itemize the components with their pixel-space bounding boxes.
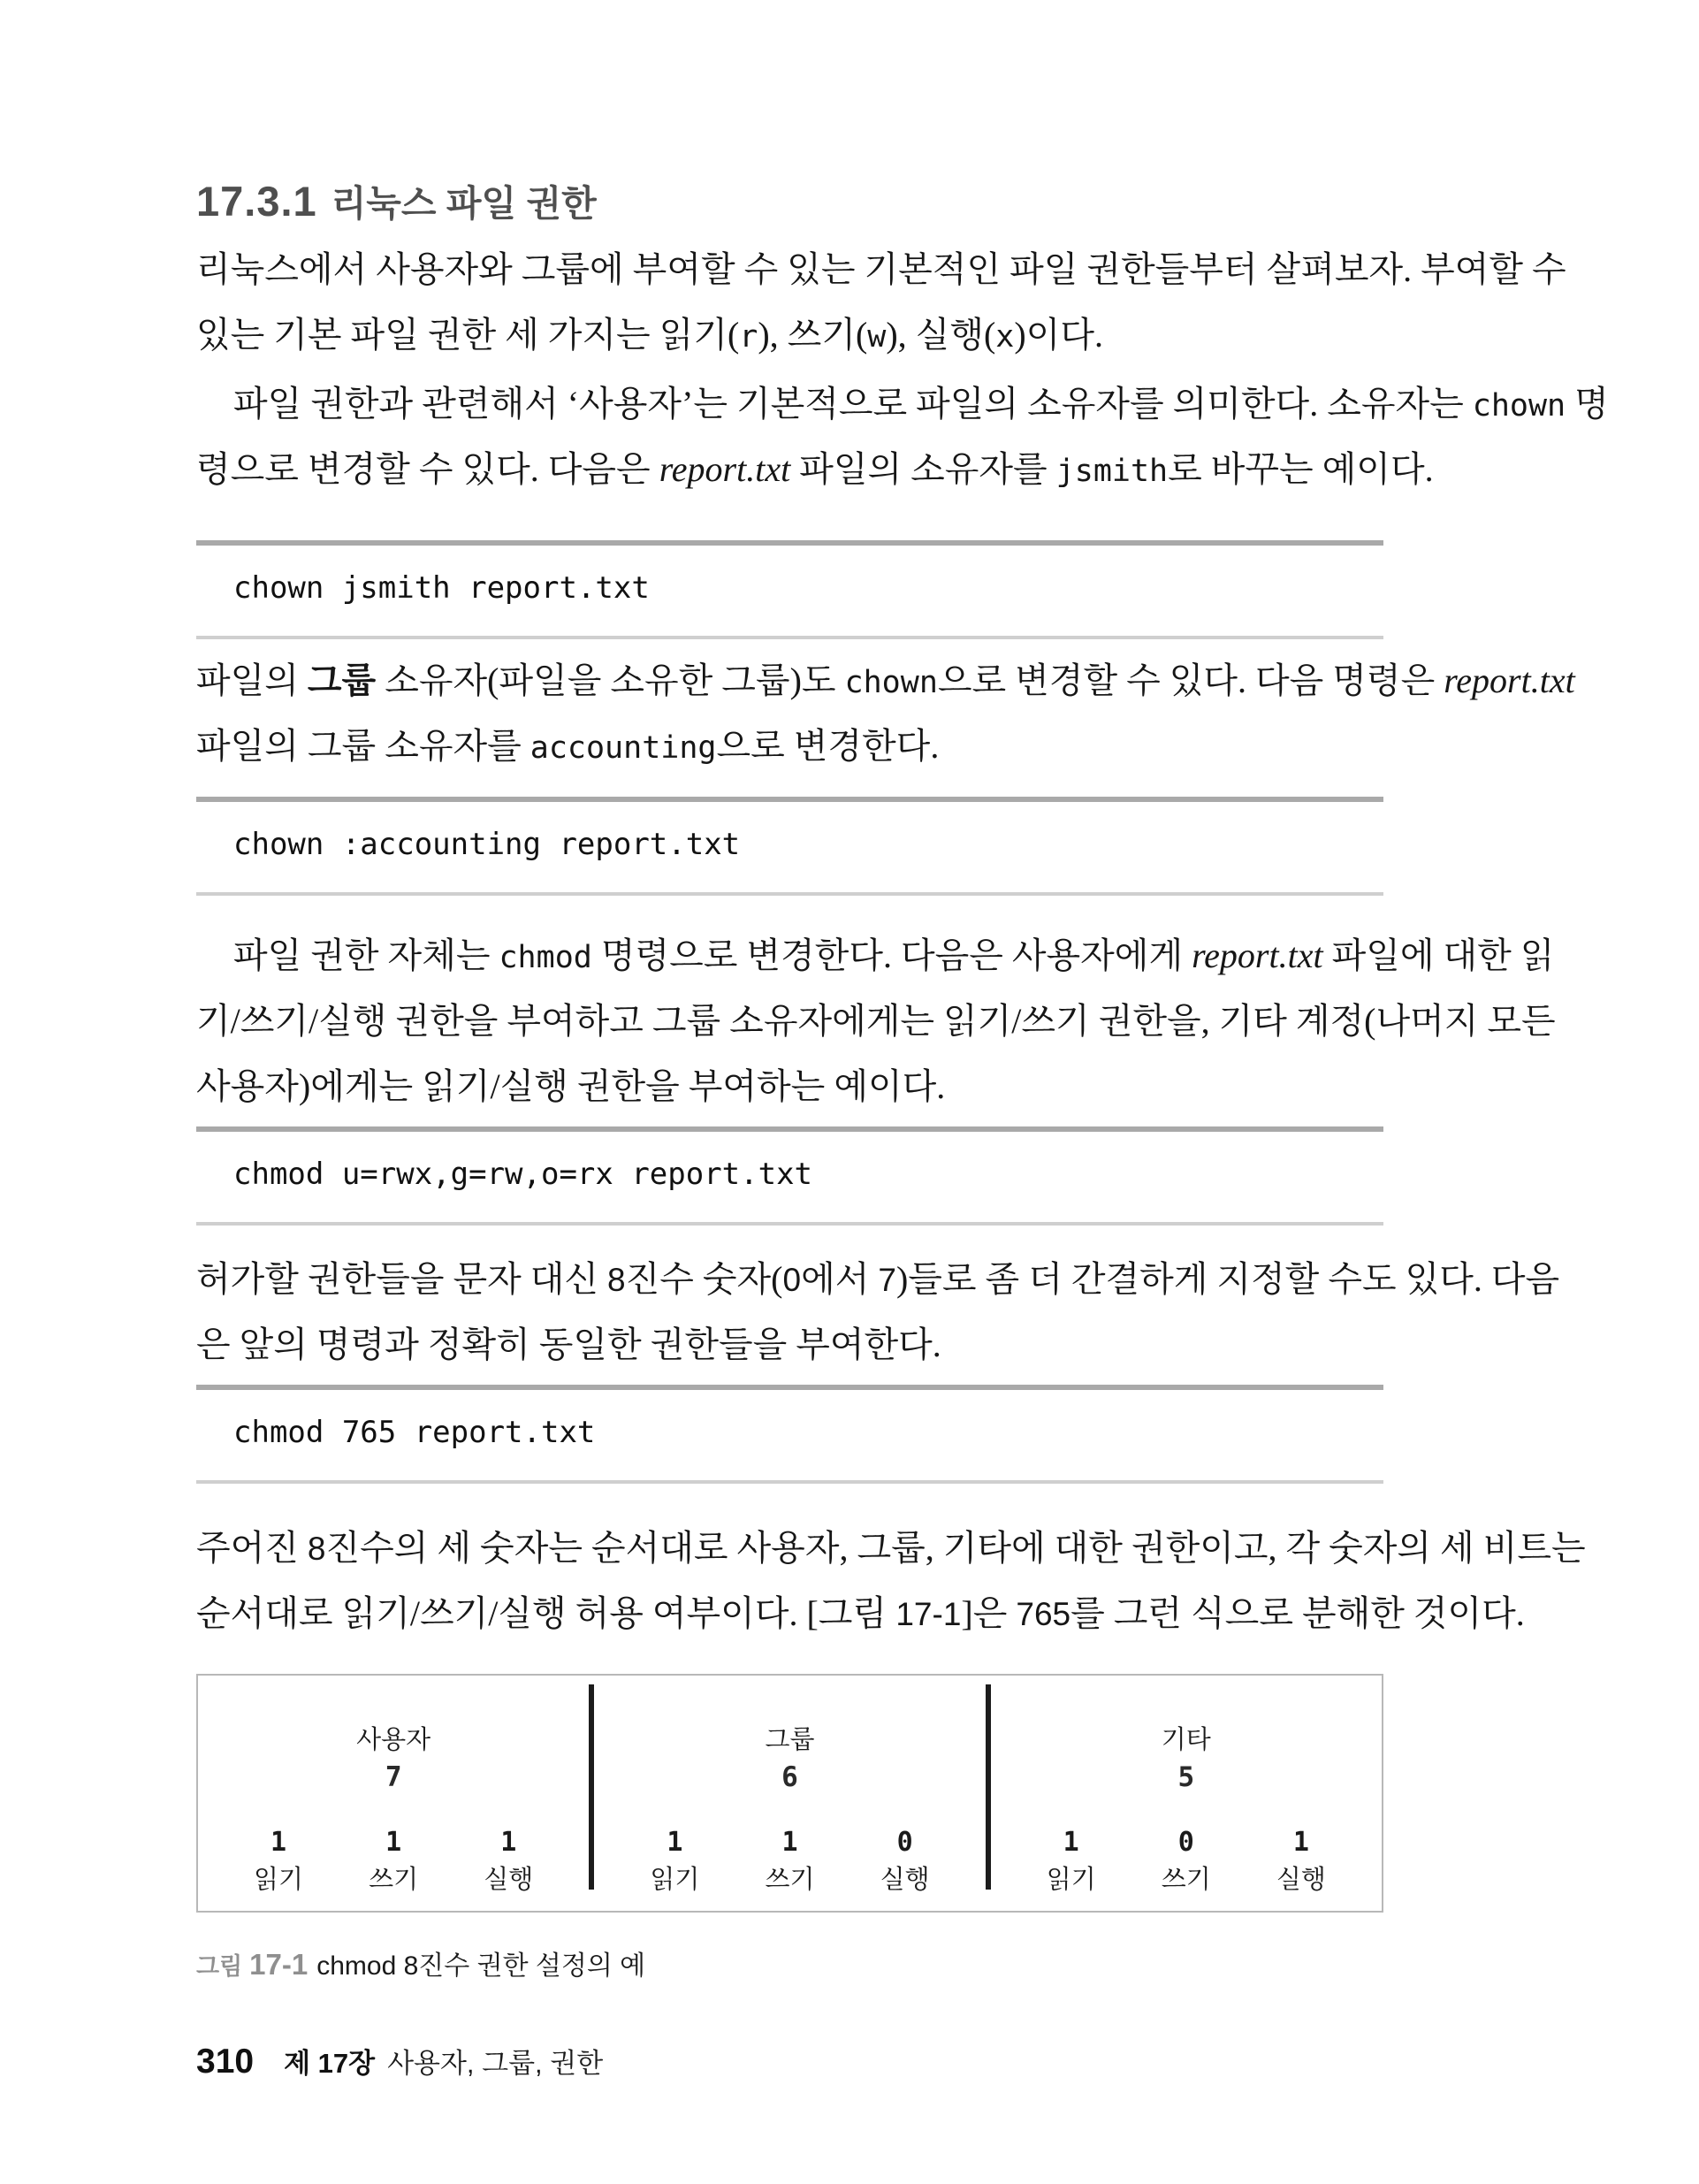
text-segment: ), 쓰기( (758, 315, 868, 355)
group-bits (594, 1829, 985, 1896)
text-segment: 파일 권한과 관련해서 ‘사용자’는 기본적으로 파일의 소유자를 의미한다. 소유자는 (233, 384, 1473, 424)
bit-label: 읽기 (650, 1866, 700, 1894)
bit-label: 읽기 (1046, 1866, 1096, 1894)
code-block-2 (196, 797, 1383, 896)
paragraph-line (196, 714, 1383, 779)
text-segment: 령으로 변경할 수 있다. 다음은 (196, 449, 659, 489)
text-segment: report.txt (1192, 935, 1323, 975)
group-bits (198, 1829, 589, 1896)
paragraph-4 (196, 923, 1556, 1119)
paragraph-6 (196, 1516, 1586, 1646)
code-text: chown :accounting report.txt (233, 827, 741, 862)
bit-cell (1276, 1829, 1326, 1896)
text-segment: chmod (499, 940, 592, 975)
text-segment: 소유자(파일을 소유한 그룹)도 (376, 661, 845, 700)
group-bits (991, 1829, 1382, 1896)
bit-value: 1 (1292, 1827, 1309, 1858)
bit-label: 읽기 (254, 1866, 304, 1894)
text-segment: chown (1472, 388, 1566, 424)
bit-value: 0 (896, 1827, 913, 1858)
group-name: 사용자 (356, 1726, 431, 1754)
group-name: 그룹 (765, 1726, 815, 1754)
text-segment: 으로 변경할 수 있다. 다음 명령은 (937, 661, 1444, 700)
bit-value: 1 (500, 1827, 517, 1858)
text-segment: 허가할 권한들을 문자 대신 (196, 1259, 608, 1299)
caption-number: 17-1 (249, 1948, 309, 1981)
text-segment: report.txt (1444, 661, 1575, 700)
text-segment: )들로 좀 더 간결하게 지정할 수도 있다. 다음 (895, 1259, 1560, 1299)
bit-cell (650, 1829, 699, 1896)
text-segment: w (867, 319, 887, 355)
bit-label: 쓰기 (1161, 1866, 1211, 1894)
group-digit: 7 (385, 1761, 402, 1793)
group-digit: 6 (781, 1761, 798, 1793)
paragraph-line (196, 437, 1434, 502)
text-segment: 파일의 그룹 소유자를 (196, 726, 530, 766)
bit-value: 1 (667, 1827, 683, 1858)
code-block-3 (196, 1126, 1383, 1226)
page-footer (196, 2041, 603, 2081)
caption-label: 그림 (196, 1953, 243, 1980)
figure-caption (196, 1943, 645, 1982)
paragraph-line (196, 1516, 1586, 1581)
paragraph-3 (196, 648, 1575, 779)
text-segment: ), 실행( (886, 315, 996, 355)
bit-cell (1047, 1829, 1096, 1896)
paragraph-line (196, 648, 1575, 714)
code-text: chmod u=rwx,g=rw,o=rx report.txt (233, 1157, 813, 1192)
code-block-1 (196, 540, 1383, 639)
bit-label: 실행 (1276, 1866, 1326, 1894)
section-heading (196, 175, 597, 239)
bit-cell (880, 1829, 930, 1896)
bit-label: 실행 (484, 1866, 534, 1894)
text-segment: 765 (1016, 1596, 1071, 1632)
bit-label: 쓰기 (765, 1866, 815, 1894)
group-name: 기타 (1161, 1726, 1211, 1754)
paragraph-line (196, 1581, 1525, 1646)
group-digit: 5 (1177, 1761, 1195, 1793)
text-segment: accounting (530, 730, 717, 766)
text-segment: 있는 기본 파일 권한 세 가지는 읽기( (196, 315, 740, 355)
text-segment: 명 (1566, 384, 1609, 424)
bit-value: 1 (1063, 1827, 1079, 1858)
text-segment: 진수의 세 숫자는 순서대로 사용자, 그룹, 기타에 대한 권한이고, 각 숫자의 세 비트는 (325, 1528, 1586, 1568)
figure-group-user (198, 1676, 589, 1911)
text-segment: 으로 변경한다. (716, 726, 940, 766)
text-segment: 17-1 (887, 1596, 962, 1632)
text-segment: chown (844, 665, 938, 700)
caption-text: chmod 8진수 권한 설정의 예 (316, 1951, 646, 1981)
text-segment: )이다. (1014, 315, 1103, 355)
paragraph-1 (196, 237, 1566, 368)
bit-value: 1 (781, 1827, 798, 1858)
text-segment: 파일 권한 자체는 (233, 935, 499, 975)
text-segment: 8 (607, 1262, 626, 1298)
bit-cell (254, 1829, 303, 1896)
bit-value: 0 (1177, 1827, 1194, 1858)
text-segment: 를 그런 식으로 분해한 것이다. (1070, 1593, 1525, 1633)
bit-label: 쓰기 (369, 1866, 419, 1894)
bit-cell (1162, 1829, 1211, 1896)
paragraph-line (196, 371, 1609, 437)
paragraph-line (196, 1312, 1383, 1378)
bit-label: 실행 (880, 1866, 930, 1894)
text-segment: 7 (878, 1262, 896, 1298)
paragraph-line (196, 923, 1555, 989)
text-segment: 0 (782, 1262, 802, 1298)
paragraph-line (196, 302, 1383, 368)
figure-group-other (991, 1676, 1382, 1911)
text-segment: 기/쓰기/실행 권한을 부여하고 그룹 소유자에게는 읽기/쓰기 권한을, 기타 계정(나머지 모든 (196, 1001, 1556, 1041)
chapter-label: 제 17장 (284, 2048, 376, 2079)
chapter-title: 사용자, 그룹, 권한 (387, 2048, 604, 2079)
text-segment: jsmith (1055, 454, 1169, 489)
text-segment: 파일의 (196, 661, 308, 700)
paragraph-2 (196, 371, 1609, 502)
code-block-4 (196, 1385, 1383, 1484)
section-number: 17.3.1 (196, 178, 317, 225)
code-text: chmod 765 report.txt (233, 1415, 596, 1450)
paragraph-line (196, 237, 1566, 302)
paragraph-line (196, 1054, 1383, 1119)
text-segment: 순서대로 읽기/쓰기/실행 허용 여부이다. [그림 (196, 1593, 888, 1633)
page-number: 310 (196, 2043, 255, 2081)
text-segment: 명령으로 변경한다. 다음은 사용자에게 (591, 935, 1192, 975)
code-text: chown jsmith report.txt (233, 570, 650, 606)
bit-value: 1 (270, 1827, 287, 1858)
text-segment: 에서 (801, 1259, 879, 1299)
bit-value: 1 (385, 1827, 402, 1858)
bit-cell (765, 1829, 814, 1896)
section-title: 리눅스 파일 권한 (331, 183, 597, 224)
text-segment: x (995, 319, 1015, 355)
text-segment: 사용자)에게는 읽기/실행 권한을 부여하는 예이다. (196, 1066, 946, 1106)
bit-cell (369, 1829, 418, 1896)
figure-group-group (594, 1676, 985, 1911)
figure-17-1 (196, 1674, 1383, 1913)
text-segment: 로 바꾸는 예이다. (1168, 449, 1434, 489)
text-segment: 파일에 대한 읽 (1322, 935, 1555, 975)
paragraph-5 (196, 1247, 1560, 1378)
text-segment: 진수 숫자( (625, 1259, 783, 1299)
text-segment: 주어진 (196, 1528, 308, 1568)
text-segment: 은 앞의 명령과 정확히 동일한 권한들을 부여한다. (196, 1325, 941, 1364)
text-segment: ]은 (961, 1593, 1017, 1633)
text-segment: report.txt (659, 449, 791, 489)
text-segment: 그룹 (307, 661, 377, 700)
bit-cell (484, 1829, 533, 1896)
text-segment: r (739, 319, 758, 355)
text-segment: 파일의 소유자를 (790, 449, 1056, 489)
text-segment: 리눅스에서 사용자와 그룹에 부여할 수 있는 기본적인 파일 권한들부터 살펴보자. 부여할 수 (196, 249, 1566, 289)
text-segment: 8 (307, 1531, 326, 1567)
paragraph-line (196, 1247, 1560, 1312)
paragraph-line (196, 989, 1556, 1054)
